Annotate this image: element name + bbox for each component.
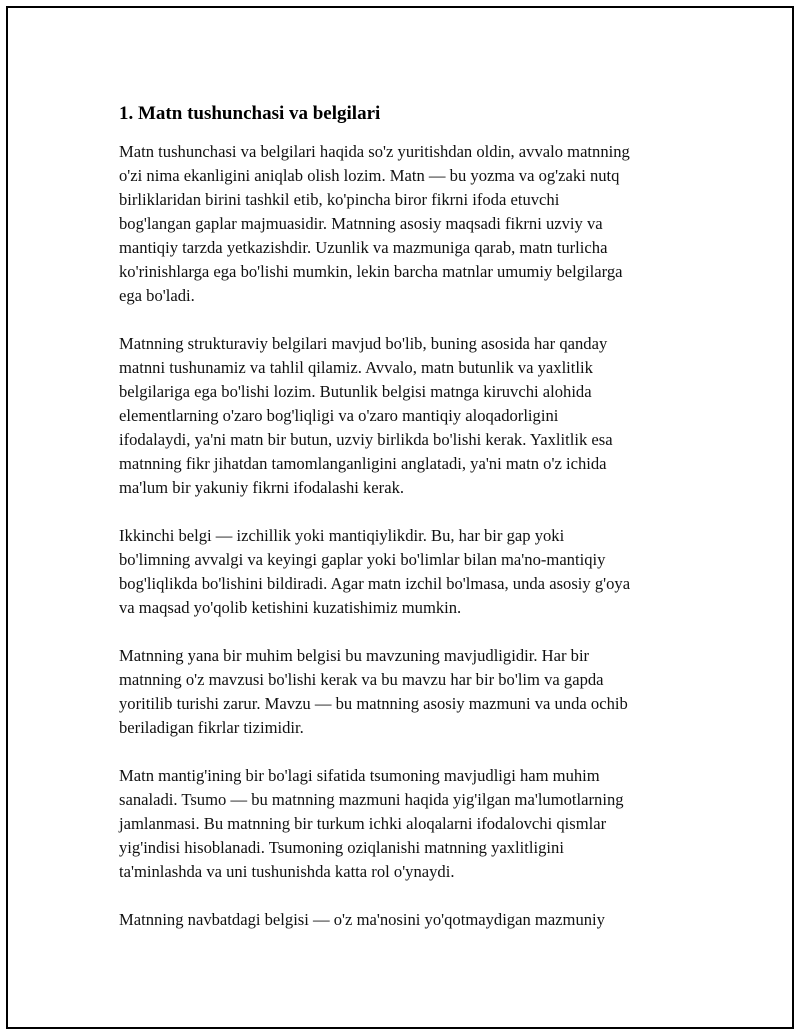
paragraph-structural-features: Matnning strukturaviy belgilari mavjud bo'lib, buning asosida har qanday matnni tushunamiz va tahlil qilamiz. Avvalo, matn butunlik va yaxlitlik belgilariga ega bo'lishi lozim. Butunlik belgisi matnga kiruvchi alohida elementlarning o'zaro bog'liqligi va o'zaro mantiqiy aloqadorligini ifodalaydi, ya'ni matn bir butun, uzviy birlikda bo'lishi kerak. Yaxlitlik esa matnning fikr jihatdan tamomlanganligini anglatadi, ya'ni matn o'z ichida ma'lum bir yakuniy fikrni ifodalashi kerak. [119, 334, 613, 497]
paragraph-coherence: Ikkinchi belgi — izchillik yoki mantiqiylikdir. Bu, har bir gap yoki bo'limning avvalgi va keyingi gaplar yoki bo'limlar bilan ma'no-mantiqiy bog'liqlikda bo'lishini bildiradi. Agar matn izchil bo'lmasa, unda asosiy g'oya va maqsad yo'qolib ketishini kuzatishimiz mumkin. [119, 526, 631, 617]
page-frame [6, 6, 794, 1029]
paragraph-tsumo: Matn mantig'ining bir bo'lagi sifatida tsumoning mavjudligi ham muhim sanaladi. Tsumo — bu matnning mazmuni haqida yig'ilgan ma'lumotlarning jamlanmasi. Bu matnning bir turkum ichki aloqalarni ifodalovchi qismlar yig'indisi hisoblanadi. Tsumoning oziqlanishi matnning yaxlitligini ta'minlashda va uni tushunishda katta rol o'ynaydi. [119, 766, 624, 881]
paragraph-text-definition: Matn tushunchasi va belgilari haqida so'z yuritishdan oldin, avvalo matnning o'zi nima ekanligini aniqlab olish lozim. Matn — bu yozma va og'zaki nutq birliklaridan birini tashkil etib, ko'pincha biror fikrni ifoda etuvchi bog'langan gaplar majmuasidir. Matnning asosiy maqsadi fikrni uzviy va mantiqiy tarzda yetkazishdir. Uzunlik va mazmuniga qarab, matn turlicha ko'rinishlarga ega bo'lishi mumkin, lekin barcha matnlar umumiy belgilarga ega bo'ladi. [119, 142, 630, 305]
document-body [119, 98, 699, 956]
paragraph-topic: Matnning yana bir muhim belgisi bu mavzuning mavjudligidir. Har bir matnning o'z mavzusi bo'lishi kerak va bu mavzu har bir bo'lim va gapda yoritilib turishi zarur. Mavzu — bu matnning asosiy mazmuni va unda ochib beriladigan fikrlar tizimidir. [119, 646, 628, 737]
section-heading: 1. Matn tushunchasi va belgilari [119, 103, 381, 124]
paragraph-next-feature: Matnning navbatdagi belgisi — o'z ma'nosini yo'qotmaydigan mazmuniy [119, 910, 605, 929]
